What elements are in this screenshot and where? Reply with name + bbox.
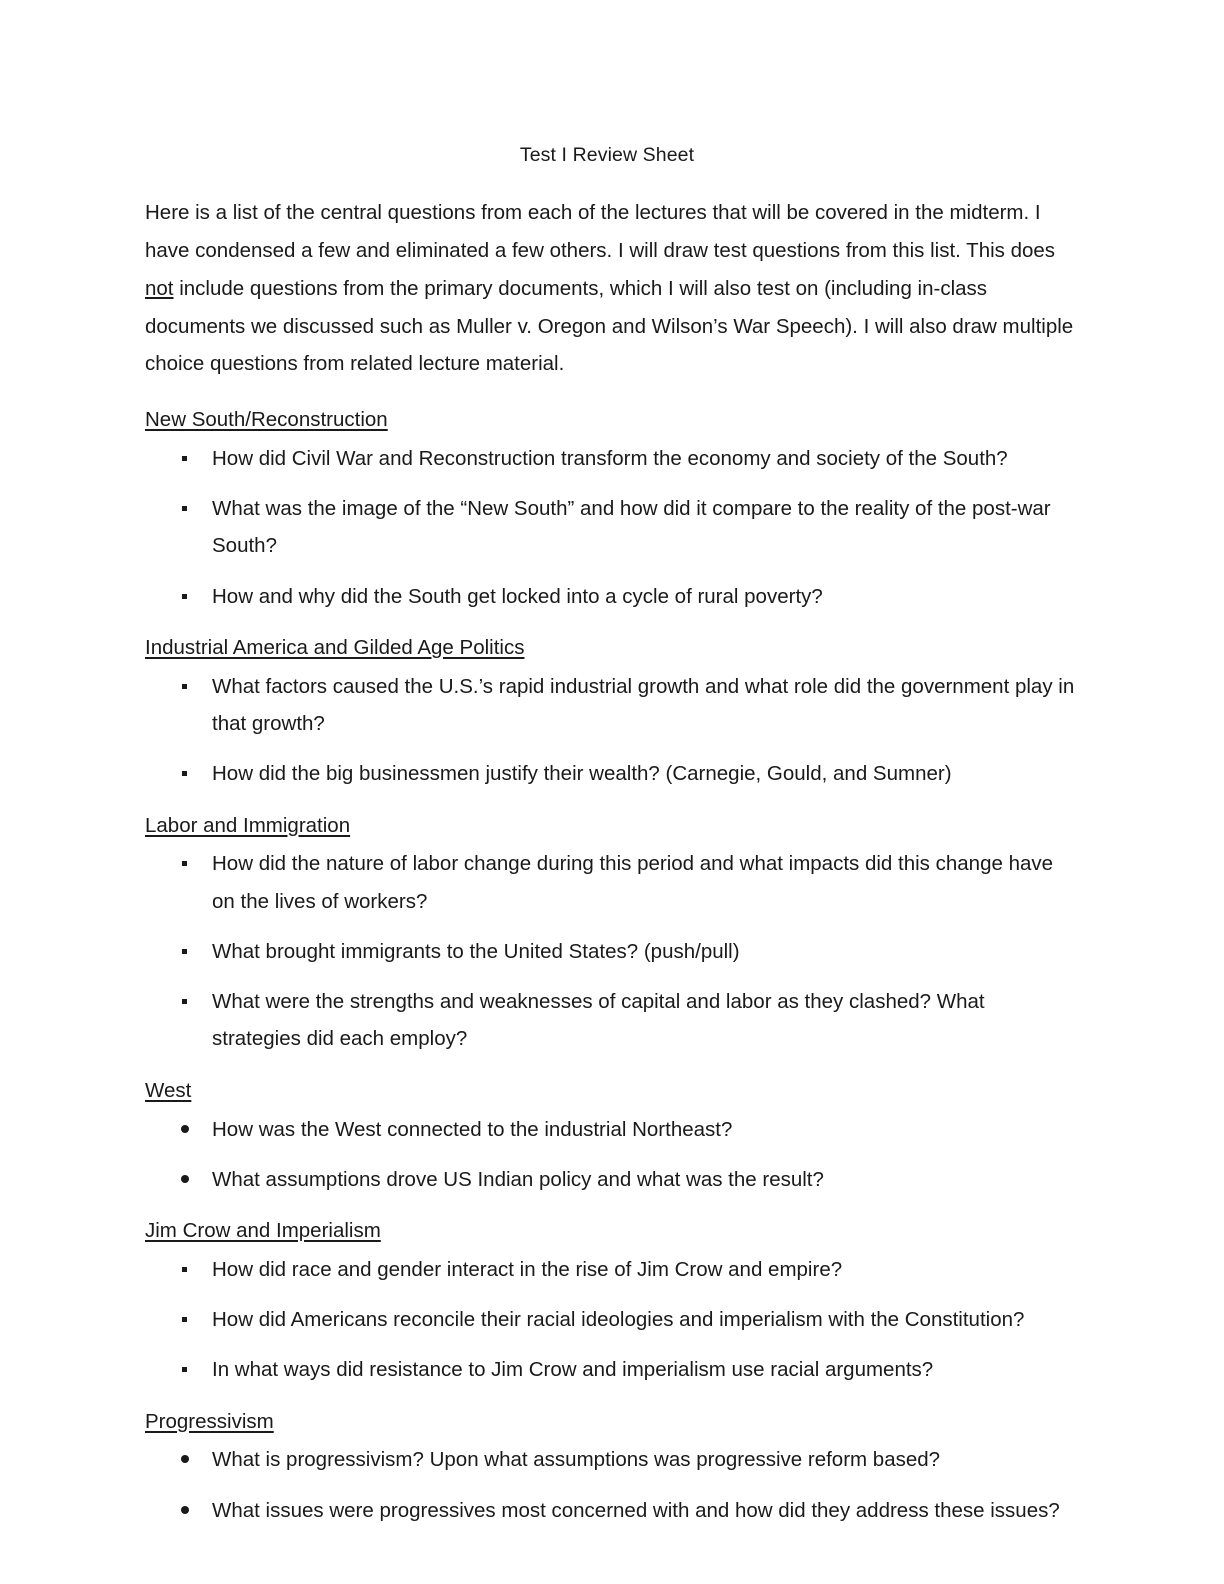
list-item-text: What was the image of the “New South” and how did it compare to the reality of the post-war South? xyxy=(212,496,1051,558)
list-item-text: What is progressivism? Upon what assumptions was progressive reform based? xyxy=(212,1448,941,1472)
list-item xyxy=(145,490,1075,565)
list-item-text: How did Civil War and Reconstruction transform the economy and society of the South? xyxy=(212,446,1008,470)
section-heading-label: Progressivism xyxy=(145,1409,274,1433)
section xyxy=(145,1076,1075,1198)
list-item-text: How was the West connected to the industrial Northeast? xyxy=(212,1117,733,1141)
list-item-text: What factors caused the U.S.’s rapid industrial growth and what role did the government play in that growth? xyxy=(212,674,1075,735)
section xyxy=(145,1216,1075,1389)
section-heading xyxy=(145,811,1075,842)
section-heading-label: Labor and Immigration xyxy=(145,813,351,837)
list-item xyxy=(145,1111,1075,1148)
question-list xyxy=(145,845,1075,1057)
list-item xyxy=(145,1441,1075,1478)
section-heading-label: Jim Crow and Imperialism xyxy=(145,1219,381,1243)
list-item xyxy=(145,1251,1075,1288)
list-item-text: What assumptions drove US Indian policy and what was the result? xyxy=(212,1167,824,1191)
section xyxy=(145,633,1075,793)
section-heading xyxy=(145,633,1075,664)
list-item-text: How did the big businessmen justify their wealth? (Carnegie, Gould, and Sumner) xyxy=(212,762,952,786)
question-list xyxy=(145,1111,1075,1199)
intro-paragraph xyxy=(145,194,1075,383)
list-item xyxy=(145,845,1075,920)
section-heading xyxy=(145,1076,1075,1107)
list-item-text: What brought immigrants to the United States? (push/pull) xyxy=(212,939,740,963)
list-item xyxy=(145,1492,1075,1529)
section-heading-label: New South/Reconstruction xyxy=(145,407,388,431)
list-item xyxy=(145,440,1075,477)
intro-text-before: Here is a list of the central questions from each of the lectures that will be covered in the midterm. I have condensed a few and eliminated a few others. I will draw test questions from this list. This does xyxy=(145,201,1056,263)
list-item-text: How and why did the South get locked into a cycle of rural poverty? xyxy=(212,584,823,608)
question-list xyxy=(145,1441,1075,1529)
intro-text-after: include questions from the primary documents, which I will also test on (including in-class documents we discussed such as Muller v. Oregon and Wilson’s War Speech). I will also draw multiple choice questions from related lecture material. xyxy=(145,276,1074,376)
page-title: Test I Review Sheet xyxy=(519,144,695,166)
list-item xyxy=(145,578,1075,615)
list-item xyxy=(145,1351,1075,1388)
list-item-text: What issues were progressives most concerned with and how did they address these issues? xyxy=(212,1498,1060,1522)
document-body xyxy=(145,143,1075,1547)
section-heading xyxy=(145,1216,1075,1247)
list-item-text: What were the strengths and weaknesses of capital and labor as they clashed? What strategies did each employ? xyxy=(212,990,985,1051)
list-item-text: How did race and gender interact in the rise of Jim Crow and empire? xyxy=(212,1257,843,1281)
section-heading xyxy=(145,405,1075,436)
list-item-text: How did Americans reconcile their racial ideologies and imperialism with the Constitution? xyxy=(212,1308,1025,1332)
section-heading-label: West xyxy=(145,1078,192,1102)
section-heading-label: Industrial America and Gilded Age Politics xyxy=(145,635,525,659)
list-item-text: How did the nature of labor change during this period and what impacts did this change have on the lives of workers? xyxy=(212,852,1054,913)
list-item xyxy=(145,668,1075,743)
list-item xyxy=(145,1161,1075,1198)
list-item-text: In what ways did resistance to Jim Crow and imperialism use racial arguments? xyxy=(212,1358,934,1382)
section-heading xyxy=(145,1407,1075,1438)
question-list xyxy=(145,1251,1075,1389)
section xyxy=(145,405,1075,615)
list-item xyxy=(145,755,1075,792)
list-item xyxy=(145,933,1075,970)
section xyxy=(145,811,1075,1058)
list-item xyxy=(145,983,1075,1058)
sections-container xyxy=(145,405,1075,1529)
question-list xyxy=(145,440,1075,615)
list-item xyxy=(145,1301,1075,1338)
question-list xyxy=(145,668,1075,793)
intro-emphasis-not: not xyxy=(145,276,174,300)
section xyxy=(145,1407,1075,1529)
